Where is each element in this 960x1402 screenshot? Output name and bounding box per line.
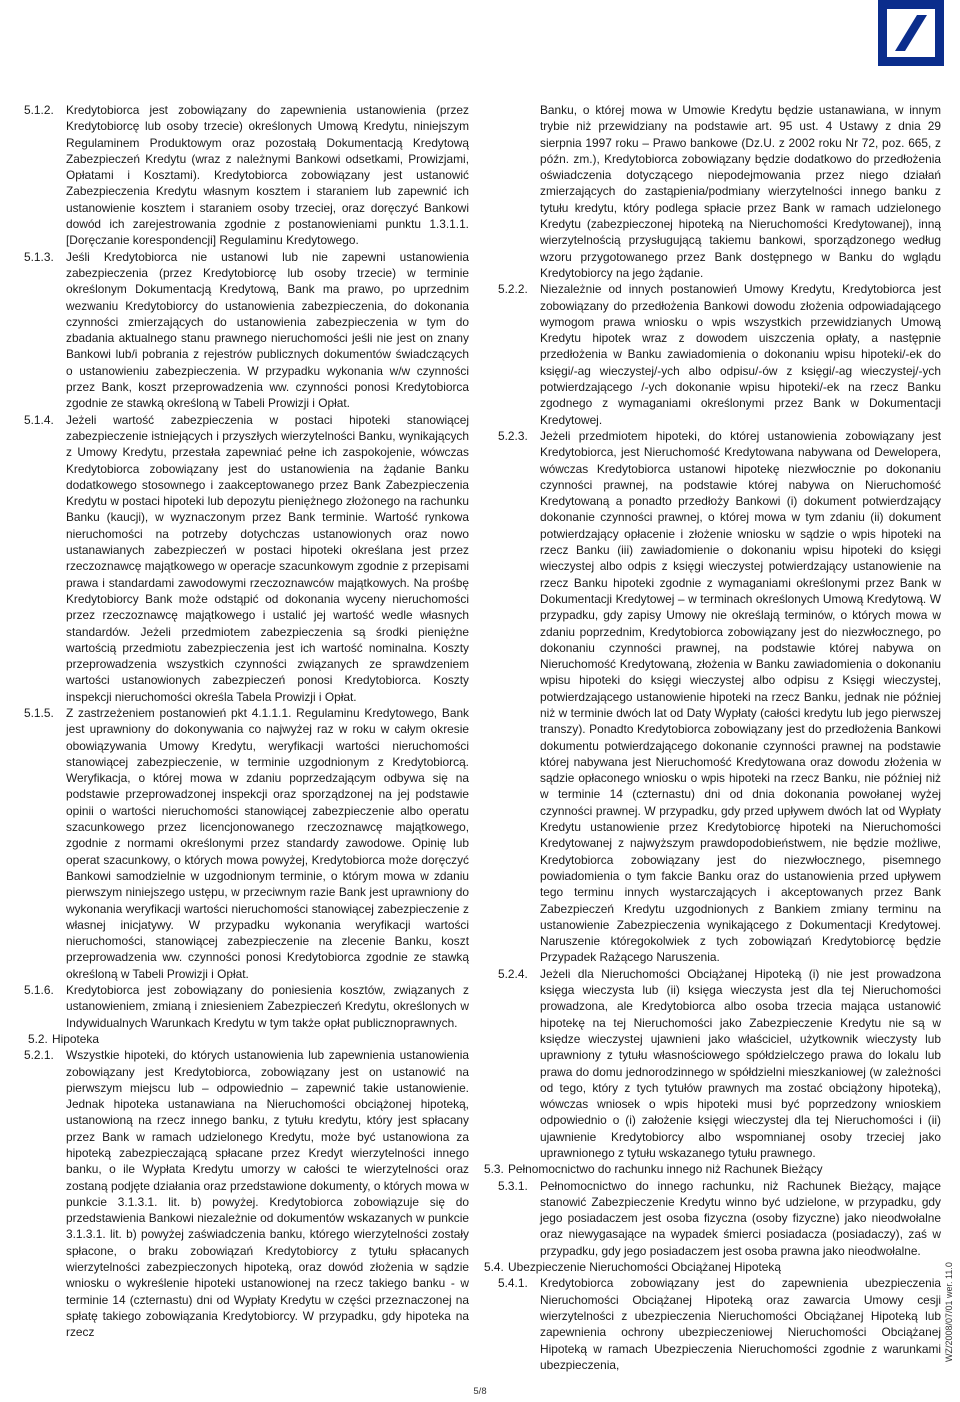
section-number: 5.2. (28, 1031, 48, 1046)
section-number: 5.4. (484, 1260, 504, 1275)
section-number: 5.1.4. (24, 412, 54, 427)
section-text: Kredytobiorca jest zobowiązany do zapewnienia ustanowienia (przez Kredytobiorcę lub osoby trzecie) określonych Umową Kredytu, niniejszym Regulaminem Produktowym oraz pozostałą Dokumentacją Kredytową Zabezpieczeń Kredytu (wraz z należnymi Bankowi odsetkami, Prowizjami, Opłatami i Kosztami). Kredytobiorca zobowiązany jest ustanowić Zabezpieczenia Kredytu własnym kosztem i staraniem lub zapewnić ich ustanowienie kosztem i staraniem osoby trzeciej, oraz doręczyć Bankowi dowód ich zarejestrowania zgodnie z postanowieniami punktu 1.3.1.1. [Doręczanie korespondencji] Regulaminu Kredytowego. (66, 103, 469, 248)
section-text: Jeśli Kredytobiorca nie ustanowi lub nie zapewni ustanowienia zabezpieczenia (przez Kredytobiorcę lub osoby trzecie) w terminie określonym Dokumentacją Kredytową, Bank ma prawo, po uprzednim wezwaniu Kredytobiorcy do ustanowienia zabezpieczenia, do dokonania czynności zmierzających do ustanowienia zabezpieczenia w tym do zbadania aktualnego stanu prawnego nieruchomości jeśli nie jest on znany Bankowi lub/i pobrania z rejestrów publicznych dokumentów świadczących o ustanowieniu zabezpieczenia. W przypadku wykonania w/w czynności przez Bank, koszt przeprowadzenia ww. czynności ponosi Kredytobiorca zgodnie ze stawką określoną w Tabeli Prowizji i Opłat. (66, 249, 469, 411)
bank-logo (878, 0, 944, 66)
section-5-1-5 (24, 705, 469, 982)
section-text: Wszystkie hipoteki, do których ustanowienia lub zapewnienia ustanowienia zobowiązany jest Kredytobiorca, zobowiązany jest on ustanowić na pierwszym miejscu lub – odpowiednio – zapewnić takie ustanowienie. Jednak hipoteka ustanawiana na Nieruchomości obciążonej hipoteką, ustanowioną na rzecz innego banku, z tytułu kredytu, który jest spłacany przez Bank w ramach udzielonego Kredytu, może być ustanowiona za hipoteką zabezpieczającą spłacane przez Kredyt wierzytelności innego banku, o ile Wypłata Kredytu umorzy w całości te wierzytelności oraz zostaną podjęte działania oraz przedstawione dokumenty, o których mowa w punkcie 3.1.3.1. lit. b) powyżej. Kredytobiorca zobowiązuje się do przedstawienia Bankowi niezależnie od dokumentów wskazanych w punkcie 3.1.3.1. lit. b) powyżej zaświadczenia banku, którego wierzytelności zostały spłacone, o braku zobowiązań Kredytobiorcy z tytułu spłacanych wierzytelności zabezpieczonych hipoteką, oraz dowód złożenia w sądzie wniosku o wykreślenie hipoteki ustanowionej na rzecz takiego banku - w terminie 14 (czternastu) dni od Wypłaty Kredytu w części przeznaczonej na spłatę takiego zobowiązania Kredytobiorcy. W przypadku, gdy hipoteka na rzecz (66, 1048, 469, 1340)
section-5-3-heading (484, 1161, 941, 1177)
section-number: 5.1.2. (24, 103, 54, 117)
section-text: Z zastrzeżeniem postanowień pkt 4.1.1.1. Regulaminu Kredytowego, Bank jest uprawniony do dokonywania co najwyżej raz w roku w całym okresie obowiązywania Umowy Kredytu, weryfikacji wartości nieruchomości stanowiącej zabezpieczenie, w terminie uzgodnionym z Kredytobiorcą. Weryfikacja, o której mowa w zdaniu poprzedzającym odbywa się na podstawie przeprowadzonej inspekcji oraz sporządzonej na jej podstawie opinii o wartości nieruchomości stanowiącej zabezpieczenie albo operatu szacunkowego przez licencjonowanego rzeczoznawcę majątkowego, zgodnie z normami określonymi przez standardy zawodowe. Opinię lub operat szacunkowy, o których mowa powyżej, Kredytobiorca może doręczyć Bankowi samodzielnie w uzgodnionym terminie, o którym mowa w zdaniu pierwszym niniejszego ustępu, w przeciwnym razie Bank jest uprawniony do wykonania weryfikacji wartości nieruchomości stanowiącej zabezpieczenie z własnej inicjatywy. W przypadku wykonania weryfikacji wartości nieruchomości, stanowiącej zabezpieczenie na zlecenie Banku, koszt przeprowadzenia ww. czynności ponosi Kredytobiorca zgodnie ze stawką określoną w Tabeli Prowizji i Opłat. (66, 705, 469, 981)
section-5-1-3 (24, 249, 469, 412)
page-number: 5/8 (473, 1386, 487, 1397)
section-text: Kredytobiorca jest zobowiązany do poniesienia kosztów, związanych z ustanowieniem, zmianą i zniesieniem Zabezpieczeń Kredytu, określonych w Indywidualnych Warunkach Kredytu w tym także opłat publicznoprawnych. (66, 983, 469, 1030)
bank-logo-icon (887, 9, 935, 57)
section-number: 5.2.2. (498, 282, 528, 297)
section-number: 5.1.5. (24, 705, 54, 720)
section-text: Pełnomocnictwo do innego rachunku, niż Rachunek Bieżący, mające stanowić Zabezpieczenie Kredytu winno być udzielone, w przypadku, gdy jego posiadaczem jest osoba fizyczna (osoby fizyczne) jako nieodwołalne oraz niewygasające na wypadek śmierci posiadacza (posiadaczy), zaś w przypadku, gdy jego posiadaczem jest osoba prawna jako nieodwołalne. (540, 1178, 941, 1258)
section-text: Jeżeli przedmiotem hipoteki, do której ustanowienia zobowiązany jest Kredytobiorca, jest Nieruchomość Kredytowana nabywana od Dewelopera, wówczas Kredytobiorca ustanowi hipotekę niezwłocznie po dokonaniu czynności prawnej, na podstawie której nabywa on Nieruchomość Kredytowaną a ponadto przedłoży Bankowi (i) dokument potwierdzający dokonanie czynności prawnej, o której mowa w tym zdaniu (ii) dokument potwierdzający opłacenie i złożenie wniosku w sądzie o wpis hipoteki na rzecz Banku (iii) zawiadomienie o dokonaniu wpisu hipoteki do księgi wieczystej albo odpis z księgi wieczystej potwierdzający ustanowienie na rzecz Banku hipoteki zgodnie z wymaganiami określonymi przez Bank w Dokumentacji Kredytowej – w terminach określonych Umową Kredytową. W przypadku, gdy zapisy Umowy nie określają terminów, o których mowa w zdaniu poprzednim, Kredytobiorca zobowiązany jest do niezwłocznego, po dokonaniu czynności prawnej, na podstawie której nabywa on Nieruchomość Kredytowaną, złożenia w Banku zawiadomienia o dokonaniu wpisu hipoteki do księgi wieczystej albo odpisu z Księgi wieczystej, potwierdzającego ustanowienie hipoteki na rzecz Banku, jednak nie później niż w terminie dwóch lat od Daty Wypłaty (całości kredytu lub jego pierwszej transzy). Ponadto Kredytobiorca zobowiązany jest do przedłożenia Bankowi dokumentu potwierdzającego dokonanie czynności prawnej na podstawie której nabywana jest Nieruchomość Kredytowana oraz dowodu złożenia w sądzie opłaconego wniosku o wpis hipoteki na rzecz Banku, nie później niż w terminie 14 (czternastu) dni od dnia dokonania powołanej wyżej czynności prawnej. W przypadku, gdy przed upływem dwóch lat od Wypłaty Kredytu ustanowienie przez Kredytobiorcę hipoteki na Nieruchomości Kredytowanej z najwyższym prawdopodobieństwem, nie będzie możliwe, Kredytobiorca zobowiązany jest do niezwłocznego, pisemnego powiadomienia o tym fakcie Banku oraz do ustanowienia przed upływem tego terminu innych wystarczających i akceptowanych przez Bank Zabezpieczeń Kredytu uzgodnionych z Bankiem zmiany terminu na ustanowienie Zabezpieczenia wynikającego z Dokumentacji Kredytowej. Naruszenie któregokolwiek z tych zobowiązań Kredytobiorcę będzie Przypadek Rażącego Naruszenia. (540, 428, 941, 965)
section-text: Jeżeli dla Nieruchomości Obciążanej Hipoteką (i) nie jest prowadzona księga wieczysta lub (ii) księga wieczysta jest dla tej Nieruchomości prowadzona, ale Kredytobiorca albo osoba trzecia mająca ustanowić hipotekę na tej Nieruchomości jako Zabezpieczenie Kredytu nie są w księdze wieczystej ujawnieni jako właściciel, użytkownik wieczysty lub uprawniony z tytułu własnościowego spółdzielczego prawa do lokalu lub prawa do domu jednorodzinnego w spółdzielni mieszkaniowej (w zależności od tego, który z tych tytułów prawnych ma zostać obciążony hipoteką), wówczas wniosek o wpis hipoteki musi być poprzedzony wnioskiem odpowiednio o (i) założenie księgi wieczystej dla tej Nieruchomości i (ii) ujawnienie Kredytobiorcy albo wspomnianej osoby trzeciej jako uprawnionego z tytułu wskazanego tytułu prawnego. (540, 966, 941, 1160)
section-text: Jeżeli wartość zabezpieczenia w postaci hipoteki stanowiącej zabezpieczenie istniejących i przyszłych wierzytelności Banku, wynikających z Umowy Kredytu, przestała zapewniać pełne ich zaspokojenie, wówczas Kredytobiorca zobowiązany jest do ustanowienia na żądanie Banku dodatkowego stosownego i zaakceptowanego przez Bank Zabezpieczenia Kredytu w postaci hipoteki lub depozytu pieniężnego złożonego na rachunku Banku (kaucji), w wyznaczonym przez Bank terminie. Wartość rynkowa nieruchomości na potrzeby dotychczas ustanowionych oraz nowo ustanawianych zabezpieczeń w postaci hipoteki określana jest przez rzeczoznawcę majątkowego w operacje szacunkowym zgodnie z przepisami prawa i standardami zawodowymi rzeczoznawców majątkowych. Na prośbę Kredytobiorcy Bank może odstąpić od dokonania wyceny nieruchomości przez rzeczoznawcę majątkowego i ustalić jej wartość wedle własnych standardów. Jeżeli przedmiotem zabezpieczenia są środki pieniężne wartością przedmiotu zabezpieczenia jest ich wartość nominalna. Koszty przeprowadzenia wszystkich czynności związanych ze sprawdzeniem wartości ustanowionych zabezpieczeń ponosi Kredytobiorca. Koszty inspekcji nieruchomości określa Tabela Prowizji i Opłat. (66, 412, 469, 704)
section-heading: Pełnomocnictwo do rachunku innego niż Rachunek Bieżący (508, 1162, 823, 1177)
section-number: 5.3.1. (498, 1178, 528, 1193)
section-number: 5.1.6. (24, 983, 54, 998)
section-number: 5.2.3. (498, 428, 528, 443)
section-5-2-2 (484, 281, 941, 428)
section-5-2-1 (24, 1047, 469, 1340)
section-5-1-6 (24, 982, 469, 1031)
section-5-2-1-continued: Banku, o której mowa w Umowie Kredytu będzie ustanawiana, w innym trybie niż przewidziany na podstawie art. 95 ust. 4 Ustawy z dnia 29 sierpnia 1997 roku – Prawo bankowe (Dz.U. z 2002 roku Nr 72, poz. 665, z późn. zm.), Kredytobiorca zobowiązany będzie dodatkowo do przedłożenia oświadczenia dotyczącego niepodejmowania przez niego działań zmierzających do zastąpienia/podmiany wierzytelności innego banku z tytułu kredytu, który podlega spłacie przez Bank w ramach udzielonego Kredytu (zabezpieczonej hipoteką na Nieruchomości Kredytowanej), inną wierzytelnością przysługującą takiemu bankowi, sporządzonego według wzoru przygotowanego przez Bank dostępnego w Banku do wglądu Kredytobiorcy na jego żądanie. (540, 103, 941, 280)
section-heading: Ubezpieczenie Nieruchomości Obciążanej Hipoteką (508, 1260, 781, 1275)
section-5-2-3 (484, 428, 941, 966)
section-5-1-4 (24, 412, 469, 705)
section-5-3-1 (484, 1178, 941, 1259)
section-text: Niezależnie od innych postanowień Umowy Kredytu, Kredytobiorca jest zobowiązany do przedłożenia Bankowi dowodu złożenia odpowiadającego wymogom prawa wniosku o wpis wszystkich przewidzianych Umową Kredytu hipotek wraz z dowodem uiszczenia opłaty, a następnie przedłożenia w Banku zawiadomienia o dokonaniu wpisu hipoteki/-ek do księgi/-ag wieczystej/-ych albo odpisu/-ów z księgi/-ag wieczystej/-ych potwierdzającego /-ych dokonanie wpisu hipoteki/-ek na rzecz Banku zgodnego z wymaganiami określonymi przez Bank w Dokumentacji Kredytowej. (540, 282, 941, 427)
section-5-2-4 (484, 966, 941, 1162)
section-5-2-heading (24, 1031, 469, 1047)
section-number: 5.2.1. (24, 1048, 54, 1063)
left-column (24, 102, 469, 1341)
section-number: 5.4.1. (498, 1276, 528, 1291)
section-5-4-1 (484, 1275, 941, 1373)
section-heading: Hipoteka (52, 1031, 99, 1046)
section-number: 5.3. (484, 1162, 504, 1177)
section-5-4-heading (484, 1259, 941, 1275)
section-number: 5.1.3. (24, 249, 54, 264)
section-text: Kredytobiorca zobowiązany jest do zapewnienia ubezpieczenia Nieruchomości Obciążanej Hipoteką oraz zawarcia Umowy cesji wierzytelności z ubezpieczenia Nieruchomości Obciążanej Hipoteką lub zapewnienia ochrony ubezpieczeniowej Nieruchomości Obciążanej Hipoteką w ramach Ubezpieczenia Nieruchomości zgodnie z warunkami ubezpieczenia, (540, 1276, 941, 1372)
section-number: 5.2.4. (498, 966, 528, 981)
right-column (484, 102, 941, 1373)
section-5-1-2 (24, 102, 469, 249)
document-version: WZ/2008/07/01 wer. 11.0 (944, 1262, 954, 1362)
